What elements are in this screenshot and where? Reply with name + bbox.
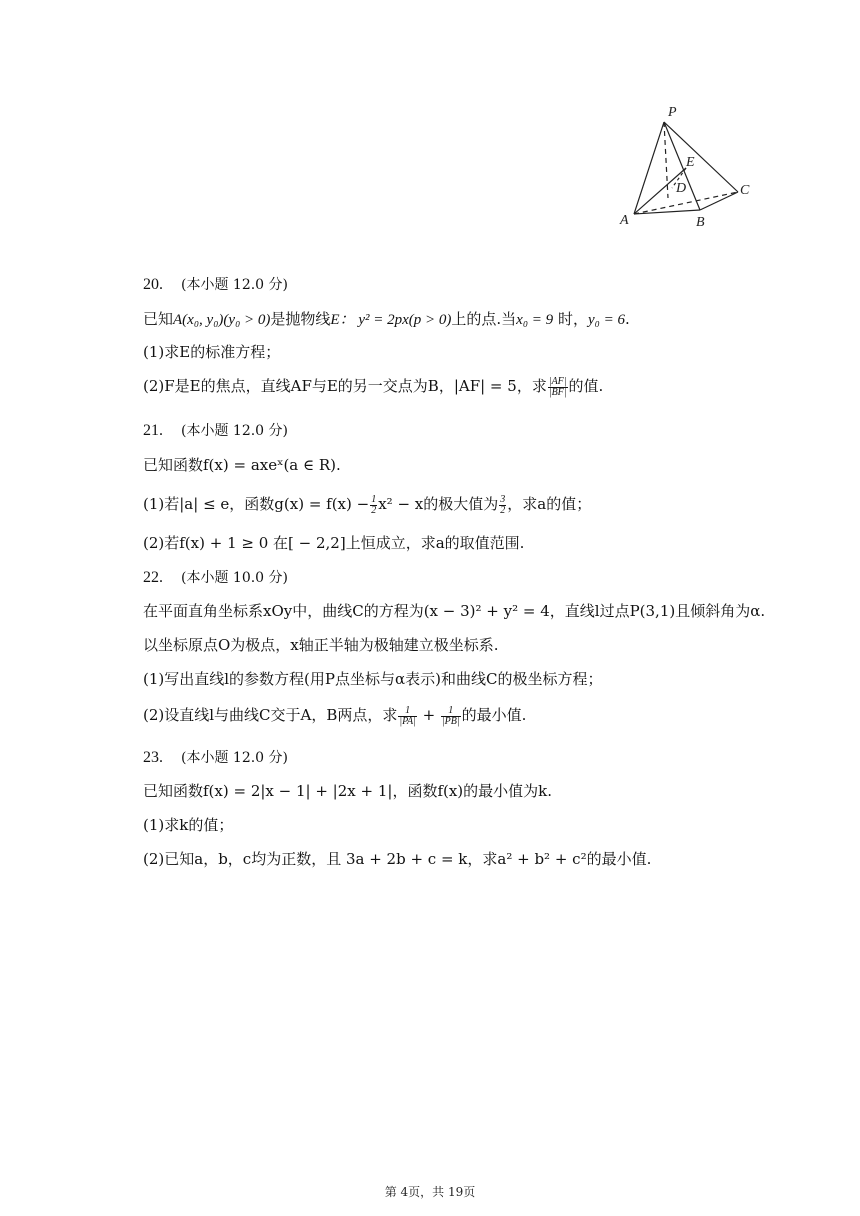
q21-header [143, 420, 288, 441]
pyramid-figure [612, 100, 762, 230]
q20-stem-parabola: E： y² = 2px(p > 0) [330, 312, 452, 328]
q21-part1-text: x² − x的极大值为 [378, 495, 499, 513]
q22-plus: + [417, 706, 440, 724]
q20-fraction-den: |BF| [548, 386, 567, 398]
q20-stem-text: 时， [553, 310, 588, 328]
q22-stem-line1: 在平面直角坐标系xOy中，曲线C的方程为(x − 3)² + y² = 4，直线l过点P(3,1)且倾斜角为α. [143, 602, 766, 620]
q22-part1: (1)写出直线l的参数方程(用P点坐标与α表示)和曲线C的极坐标方程； [143, 670, 603, 688]
edge-BC [700, 192, 738, 210]
q20-number: 20. [143, 276, 163, 293]
q20-part1: (1)求E的标准方程； [143, 343, 281, 361]
q21-part2: (2)若f(x) + 1 ≥ 0 在[ − 2,2]上恒成立，求a的取值范围. [143, 534, 525, 552]
q20-stem-text: . [624, 310, 630, 328]
q22-fraction-pb [441, 706, 461, 727]
q21-frac-den: 2 [500, 504, 506, 516]
q23-number: 23. [143, 749, 163, 766]
q22-frac-num: 1 [441, 706, 461, 717]
q21-frac-den: 2 [371, 504, 377, 516]
q20-part2 [143, 376, 603, 398]
label-P: P [668, 105, 677, 120]
q20-stem-text: 是抛物线 [270, 310, 331, 328]
label-B: B [696, 215, 705, 230]
label-E: E [686, 155, 695, 170]
q20-part2-text: 的值. [568, 377, 604, 395]
q21-frac-num: 1 [371, 493, 377, 505]
q23-part1: (1)求k的值； [143, 816, 234, 834]
page-footer: 第 4页，共 19页 [384, 1185, 476, 1199]
q20-stem [143, 309, 630, 330]
q20-fraction [548, 377, 568, 398]
q22-part2-text: 的最小值. [461, 706, 527, 724]
q21-part1-text: ，求a的值； [507, 495, 592, 513]
q22-frac-den: |PA| [399, 715, 416, 727]
q21-fraction-half [370, 495, 377, 516]
q23-header [143, 747, 288, 768]
q21-part1-text: (1)若|a| ≤ e，函数g(x) = f(x) − [143, 495, 370, 513]
q21-score: (本小题 12.0 分) [181, 423, 288, 439]
q22-part2-text: (2)设直线l与曲线C交于A，B两点，求 [143, 706, 398, 724]
q22-score: (本小题 10.0 分) [181, 570, 288, 586]
q22-frac-den: |PB| [441, 715, 460, 727]
q21-frac-num: 3 [500, 493, 506, 505]
q20-part2-text: (2)F是E的焦点，直线AF与E的另一交点为B，|AF| = 5，求 [143, 377, 547, 395]
label-D: D [676, 181, 687, 196]
q22-frac-num: 1 [398, 706, 416, 717]
q20-fraction-num: |AF| [548, 375, 567, 387]
q23-score: (本小题 12.0 分) [181, 750, 288, 766]
q20-header [143, 274, 288, 295]
q22-number: 22. [143, 569, 163, 586]
q21-fraction-three-halves [499, 495, 506, 516]
q20-stem-y0: y₀ = 6 [587, 312, 625, 328]
q23-part2: (2)已知a，b，c均为正数，且 3a + 2b + c = k，求a² + b² + c²的最小值. [143, 850, 652, 868]
q20-stem-point: A(x₀, y₀)(y₀ > 0) [173, 312, 271, 328]
q22-fraction-pa [398, 706, 416, 727]
q20-score: (本小题 12.0 分) [181, 277, 288, 293]
q20-stem-x0: x₀ = 9 [516, 312, 554, 328]
label-C: C [740, 183, 750, 198]
q22-part2 [143, 705, 526, 727]
q20-stem-text: 已知 [143, 310, 174, 328]
q20-stem-text: 上的点.当 [451, 310, 517, 328]
edge-PB [664, 122, 700, 210]
q21-stem: 已知函数f(x) = axeˣ(a ∈ R). [143, 456, 341, 474]
q22-header [143, 567, 288, 588]
q23-stem: 已知函数f(x) = 2|x − 1| + |2x + 1|，函数f(x)的最小值为k. [143, 782, 553, 800]
label-A: A [620, 213, 629, 228]
q21-number: 21. [143, 422, 163, 439]
q22-stem-line2: 以坐标原点O为极点，x轴正半轴为极轴建立极坐标系. [143, 636, 499, 654]
q21-part1 [143, 494, 591, 516]
